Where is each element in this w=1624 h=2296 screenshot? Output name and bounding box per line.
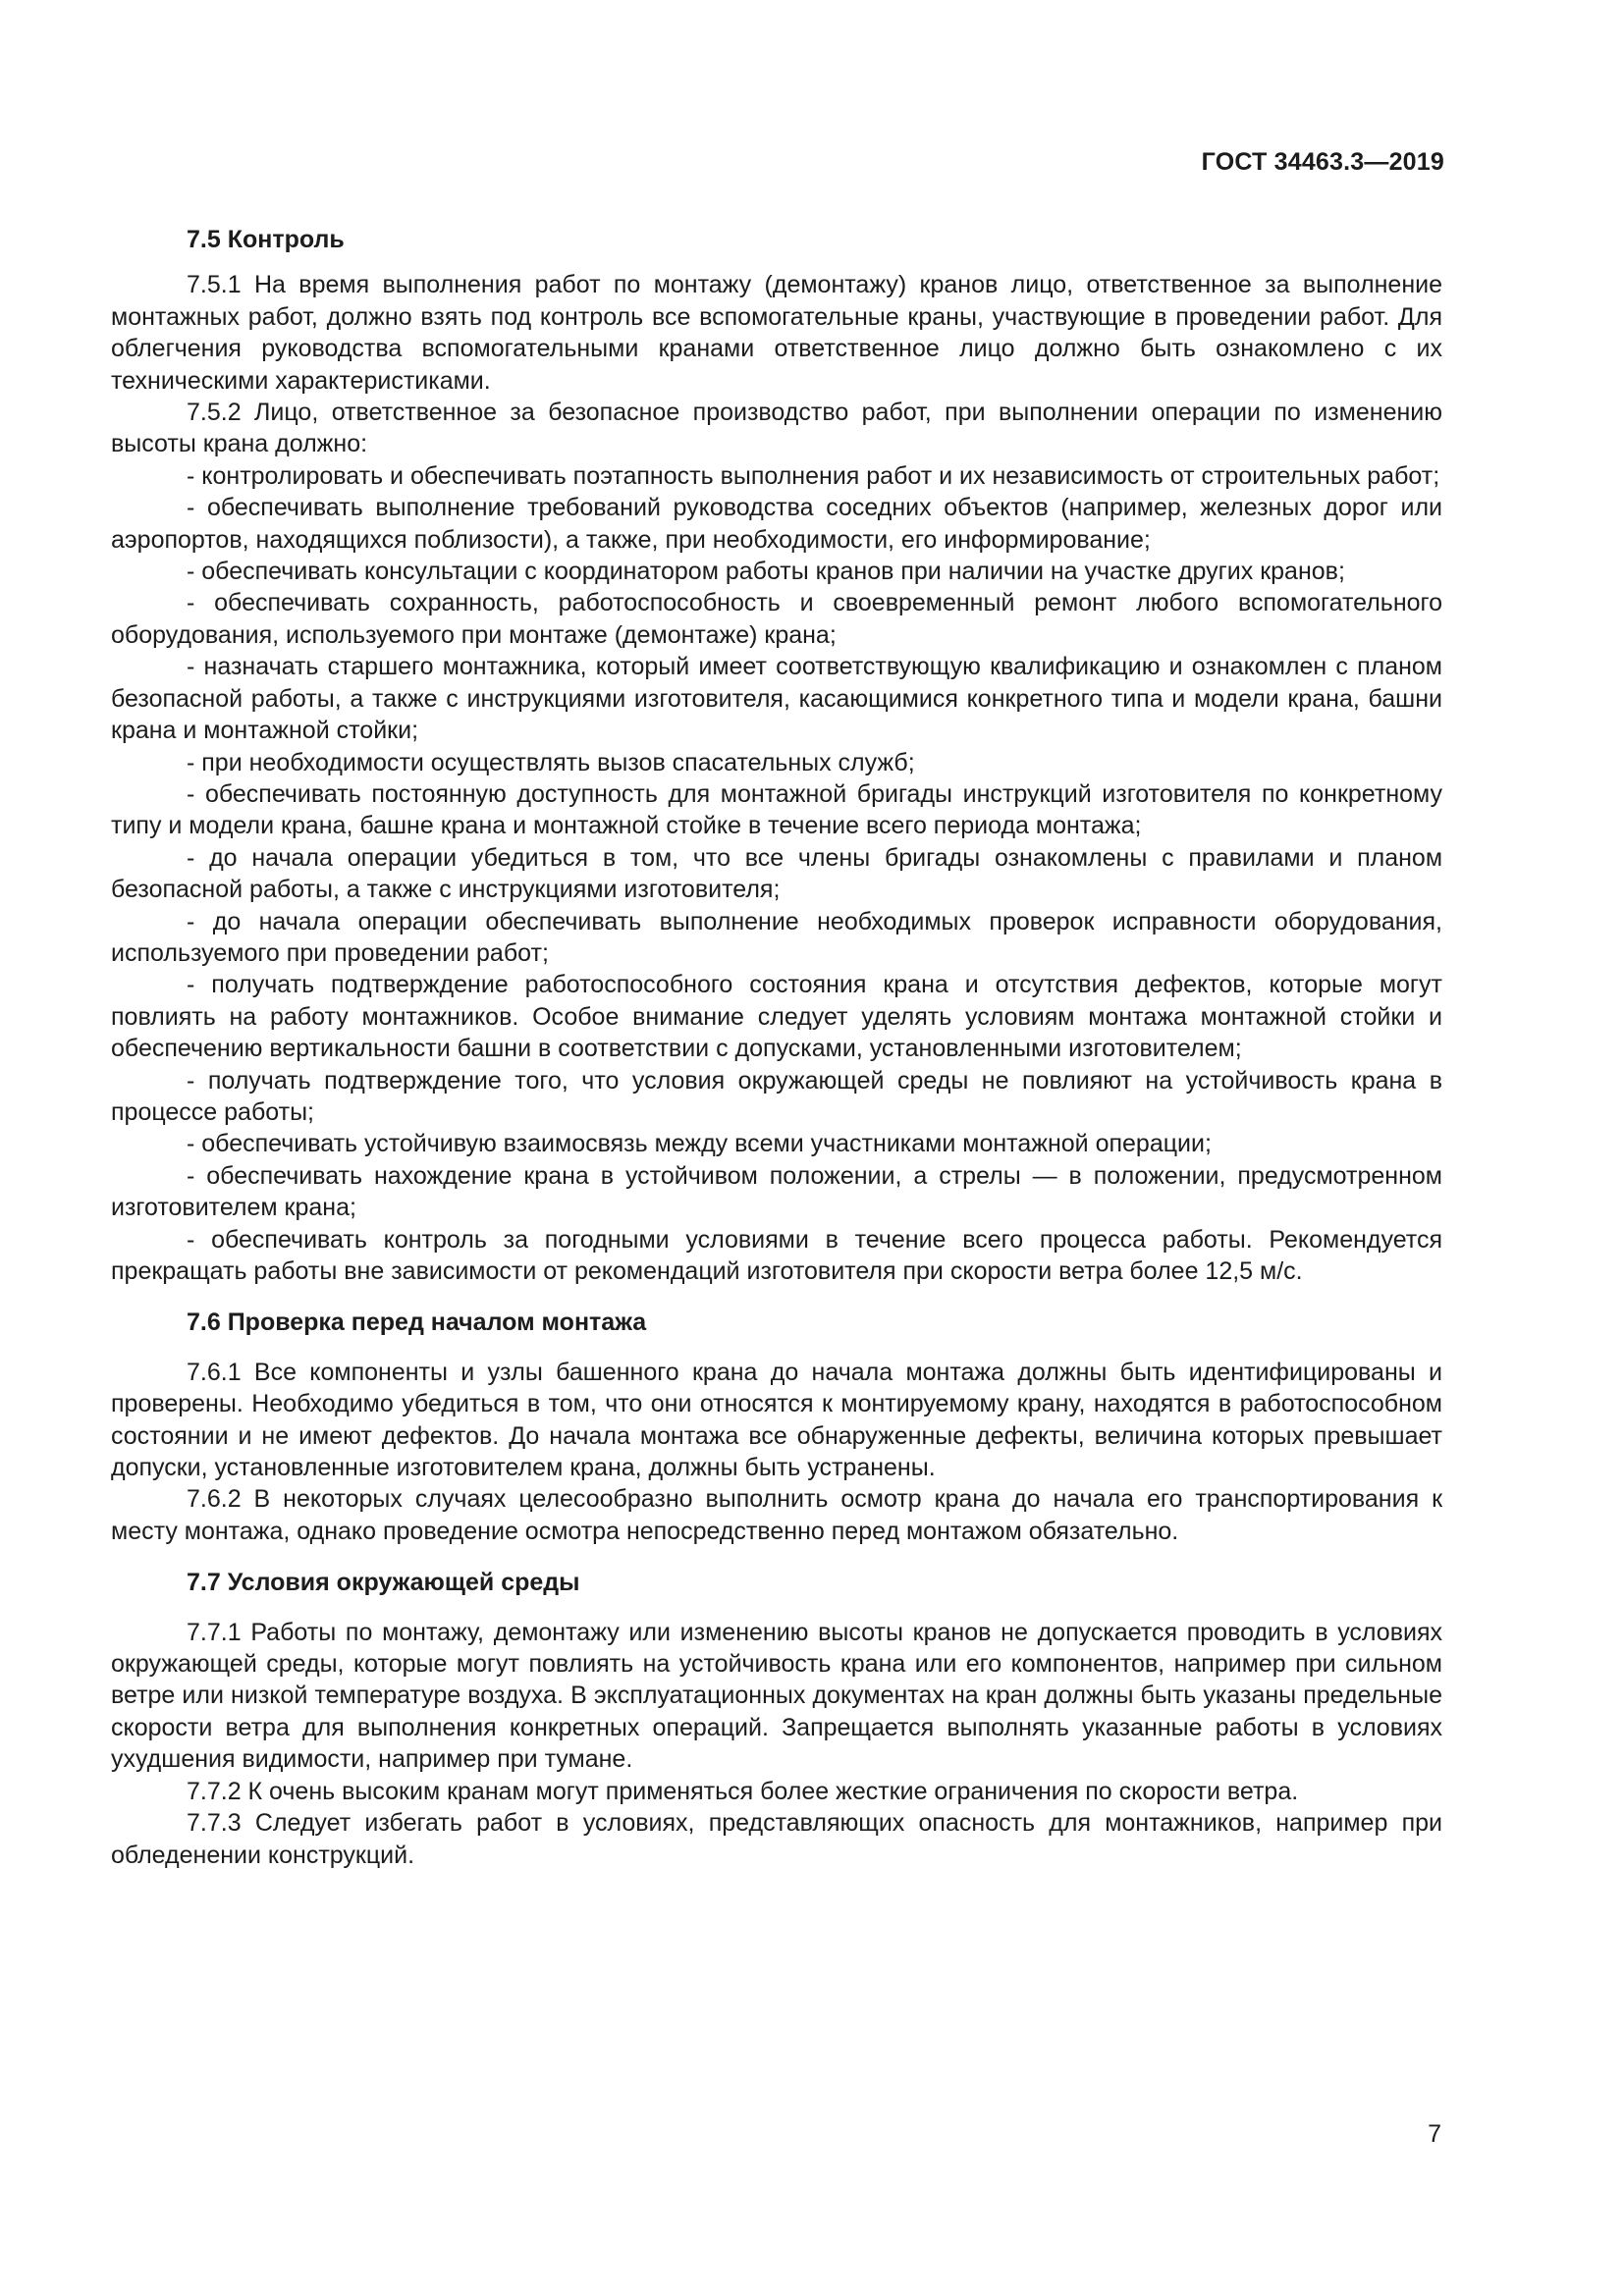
- list-item: - получать подтверждение работоспособного состояния крана и отсутствия дефектов, которые могут повлиять на работу монтажников. Особое внимание следует уделять условиям монтажа монтажной стойки и обеспечению вертикальности башни в соответствии с допусками, установленными изготовителем;: [111, 971, 1442, 1063]
- document-code: ГОСТ 34463.3—2019: [1201, 148, 1444, 176]
- paragraph-7-7-1: 7.7.1 Работы по монтажу, демонтажу или изменению высоты кранов не допускается проводить в условиях окружающей среды, которые могут повлиять на устойчивость крана или его компонентов, например при сильном ветре или низкой температуре воздуха. В эксплуатационных документах на кран должны быть указаны предельные скорости ветра для выполнения конкретных операций. Запрещается выполнять указанные работы в условиях ухудшения видимости, например при тумане.: [111, 1618, 1442, 1774]
- paragraph-7-5-2: 7.5.2 Лицо, ответственное за безопасное производство работ, при выполнении операции по изменению высоты крана должно:: [111, 399, 1442, 458]
- list-item: - обеспечивать постоянную доступность для монтажной бригады инструкций изготовителя по конкретному типу и модели крана, башне крана и монтажной стойке в течение всего периода монтажа;: [111, 779, 1442, 840]
- page-number: 7: [1428, 2120, 1441, 2148]
- list-item: - обеспечивать контроль за погодными условиями в течение всего процесса работы. Рекомендуется прекращать работы вне зависимости от рекомендаций изготовителя при скорости ветра более 12,5 м/с.: [111, 1225, 1442, 1285]
- list-item: - контролировать и обеспечивать поэтапность выполнения работ и их независимость от строительных работ;: [187, 461, 1440, 490]
- list-item: - до начала операции убедиться в том, что все члены бригады ознакомлены с правилами и планом безопасной работы, а также с инструкциями изготовителя;: [111, 843, 1442, 904]
- paragraph-7-7-3: 7.7.3 Следует избегать работ в условиях, представляющих опасность для монтажников, например при обледенении конструкций.: [111, 1809, 1442, 1869]
- section-7-7-title: 7.7 Условия окружающей среды: [187, 1569, 580, 1597]
- paragraph-7-7-2: 7.7.2 К очень высоким кранам могут применяться более жесткие ограничения по скорости ветра.: [187, 1777, 1299, 1805]
- list-item: - получать подтверждение того, что условия окружающей среды не повлияют на устойчивость крана в процессе работы;: [111, 1066, 1442, 1126]
- list-item: - назначать старшего монтажника, который имеет соответствующую квалификацию и ознакомлен с планом безопасной работы, а также с инструкциями изготовителя, касающимися конкретного типа и модели крана, башни крана и монтажной стойки;: [111, 653, 1442, 745]
- list-item: - при необходимости осуществлять вызов спасательных служб;: [187, 748, 915, 776]
- list-item: - до начала операции обеспечивать выполнение необходимых проверок исправности оборудования, используемого при проведении работ;: [111, 907, 1442, 967]
- list-item: - обеспечивать сохранность, работоспособность и своевременный ремонт любого вспомогательного оборудования, используемого при монтаже (демонтаже) крана;: [111, 589, 1442, 649]
- section-7-5-title: 7.5 Контроль: [187, 226, 345, 253]
- list-item: - обеспечивать консультации с координатором работы кранов при наличии на участке других кранов;: [187, 558, 1345, 586]
- list-item: - обеспечивать выполнение требований руководства соседних объектов (например, железных дорог или аэропортов, находящихся поблизости), а также, при необходимости, его информирование;: [111, 494, 1442, 554]
- paragraph-7-5-1: 7.5.1 На время выполнения работ по монтажу (демонтажу) кранов лицо, ответственное за выполнение монтажных работ, должно взять под контроль все вспомогательные краны, участвующие в проведении работ. Для облегчения руководства вспомогательными кранами ответственное лицо должно быть ознакомлено с их техническими характеристиками.: [111, 271, 1442, 395]
- paragraph-7-6-2: 7.6.2 В некоторых случаях целесообразно выполнить осмотр крана до начала его транспортирования к месту монтажа, однако проведение осмотра непосредственно перед монтажом обязательно.: [111, 1485, 1442, 1545]
- list-item: - обеспечивать нахождение крана в устойчивом положении, а стрелы — в положении, предусмотренном изготовителем крана;: [111, 1161, 1442, 1222]
- list-item: - обеспечивать устойчивую взаимосвязь между всеми участниками монтажной операции;: [187, 1130, 1212, 1158]
- document-body: [111, 224, 1442, 1871]
- section-7-6-title: 7.6 Проверка перед началом монтажа: [187, 1308, 647, 1337]
- paragraph-7-6-1: 7.6.1 Все компоненты и узлы башенного крана до начала монтажа должны быть идентифицированы и проверены. Необходимо убедиться в том, что они относятся к монтируемому крану, находятся в работоспособном состоянии и не имеют дефектов. До начала монтажа все обнаруженные дефекты, величина которых превышает допуски, установленные изготовителем крана, должны быть устранены.: [111, 1358, 1442, 1482]
